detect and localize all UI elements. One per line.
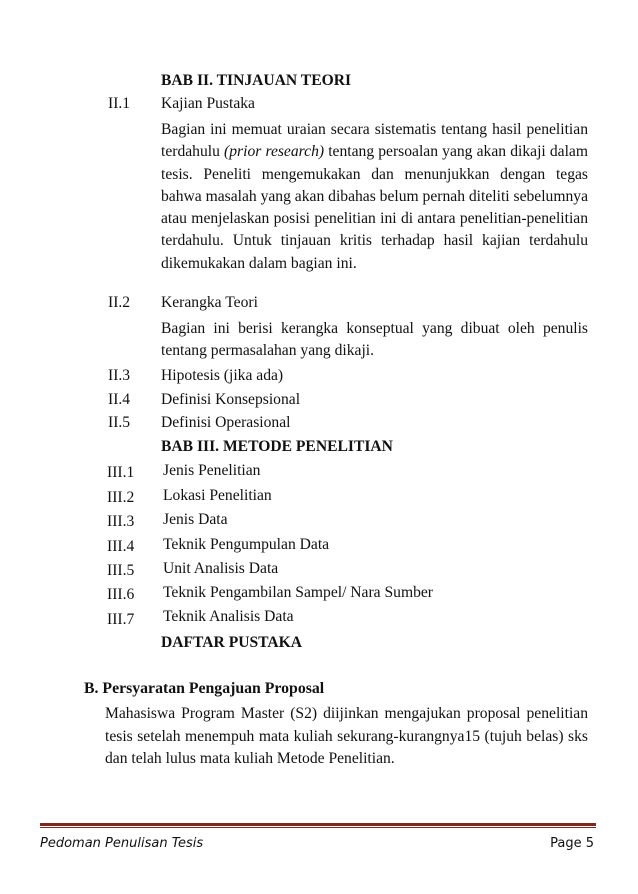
daftar-pustaka-heading: DAFTAR PUSTAKA	[161, 634, 303, 651]
item-number: II.5	[108, 414, 131, 431]
section-b-paragraph: Mahasiswa Program Master (S2) diijinkan mengajukan proposal penelitian tesis setelah menempuh mata kuliah sekurang-kurangnya15 (tujuh belas) sks dan telah lulus mata kuliah Metode Penelitian.	[105, 705, 588, 767]
item-label: Definisi Operasional	[161, 414, 291, 431]
item-number: III.5	[107, 562, 135, 579]
item-number: II.4	[108, 391, 131, 408]
footer-rule	[40, 823, 596, 826]
item-label: Kerangka Teori	[161, 294, 258, 311]
item-number: III.7	[107, 611, 135, 628]
item-number: III.4	[107, 538, 135, 555]
item-label: Kajian Pustaka	[161, 95, 255, 112]
footer-rule-thin	[40, 827, 596, 828]
item-label: Jenis Data	[163, 511, 228, 528]
prior-research-term: (prior research)	[224, 143, 325, 161]
footer-document-title: Pedoman Penulisan Tesis	[40, 836, 204, 851]
item-label: Jenis Penelitian	[163, 462, 261, 479]
section-b-heading: B. Persyaratan Pengajuan Proposal	[84, 680, 325, 697]
kerangka-teori-paragraph: Bagian ini berisi kerangka konseptual yang dibuat oleh penulis tentang permasalahan yang dikaji.	[161, 320, 588, 360]
item-label: Unit Analisis Data	[163, 560, 279, 577]
item-number: III.2	[107, 489, 135, 506]
item-number: III.3	[107, 513, 135, 530]
item-number: III.6	[107, 586, 135, 603]
kajian-pustaka-paragraph: Bagian ini memuat uraian secara sistematis tentang hasil penelitian terdahulu (prior research) tentang persoalan yang akan dikaji dalam tesis. Peneliti mengemukakan dan menunjukkan dengan tegas bahwa masalah yang akan dibahas belum pernah diteliti sebelumnya atau menjelaskan posisi penelitian ini di antara penelitian-penelitian terdahulu. Untuk tinjauan kritis terhadap hasil kajian terdahulu dikemukakan dalam bagian ini.	[161, 121, 588, 272]
item-label: Teknik Pengumpulan Data	[163, 536, 330, 553]
bab3-title: BAB III. METODE PENELITIAN	[161, 438, 393, 455]
item-label: Teknik Analisis Data	[163, 608, 294, 625]
footer-page-number: Page 5	[550, 836, 594, 851]
item-number: II.1	[108, 95, 131, 112]
item-label: Lokasi Penelitian	[163, 487, 272, 504]
item-number: II.2	[108, 294, 131, 311]
item-label: Hipotesis (jika ada)	[161, 367, 284, 384]
bab2-title: BAB II. TINJAUAN TEORI	[161, 72, 352, 89]
item-number: II.3	[108, 367, 131, 384]
item-number: III.1	[107, 464, 135, 481]
item-label: Definisi Konsepsional	[161, 391, 301, 408]
item-label: Teknik Pengambilan Sampel/ Nara Sumber	[163, 584, 434, 601]
